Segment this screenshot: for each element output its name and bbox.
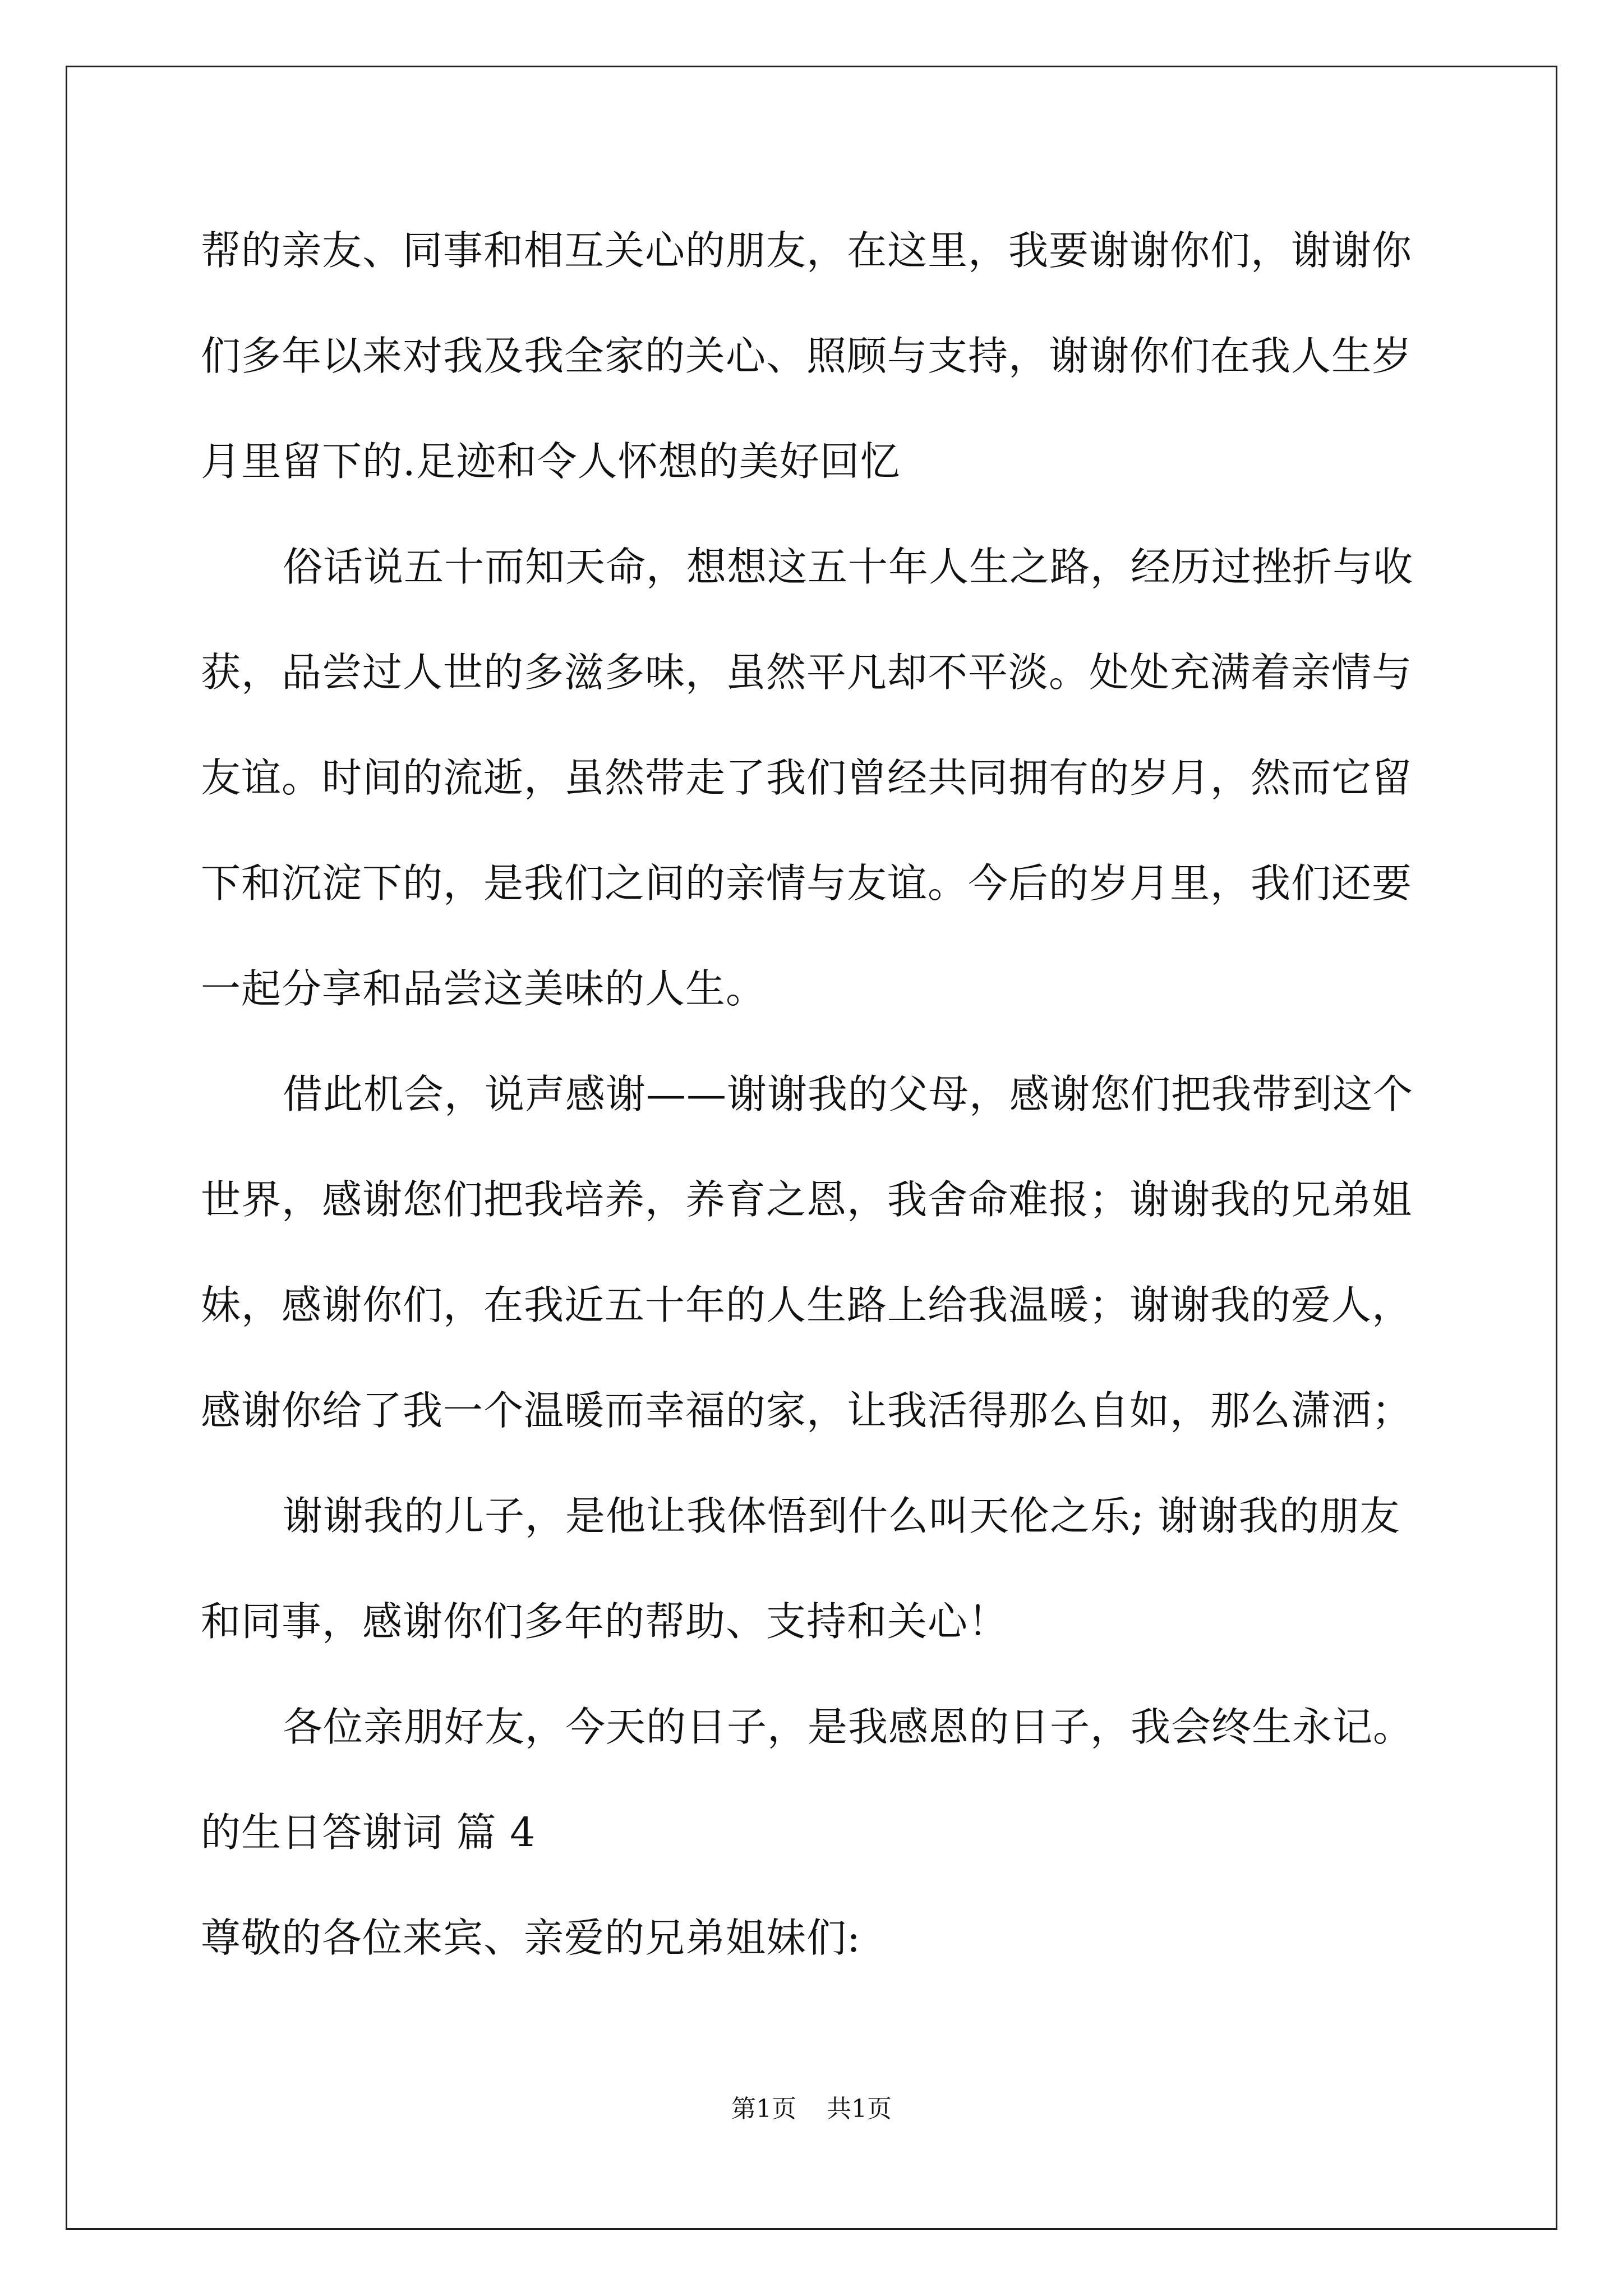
document-body xyxy=(201,216,1435,2009)
text-line: 月里留下的.足迹和令人怀想的美好回忆 xyxy=(201,438,901,485)
text-line: 一起分享和品尝这美味的人生。 xyxy=(201,965,767,1012)
text-line: 世界，感谢您们把我培养，养育之恩，我舍命难报；谢谢我的兄弟姐 xyxy=(201,1176,1413,1223)
text-line: 们多年以来对我及我全家的关心、照顾与支持，谢谢你们在我人生岁 xyxy=(201,333,1413,379)
page-footer xyxy=(0,2092,1623,2126)
text-line: 的生日答谢词 篇 4 xyxy=(201,1809,536,1856)
text-line: 谢谢我的儿子，是他让我体悟到什么叫天伦之乐; 谢谢我的朋友 xyxy=(283,1493,1400,1539)
text-line: 下和沉淀下的，是我们之间的亲情与友谊。今后的岁月里，我们还要 xyxy=(201,860,1413,907)
text-line: 尊敬的各位来宾、亲爱的兄弟姐妹们: xyxy=(201,1915,861,1961)
page-number: 第1页 xyxy=(731,2095,796,2123)
text-line: 和同事，感谢你们多年的帮助、支持和关心！ xyxy=(201,1598,1009,1645)
text-line: 俗话说五十而知天命，想想这五十年人生之路，经历过挫折与收 xyxy=(283,544,1414,590)
text-line: 各位亲朋好友，今天的日子，是我感恩的日子，我会终生永记。 xyxy=(283,1704,1414,1750)
text-line: 妹，感谢你们，在我近五十年的人生路上给我温暖；谢谢我的爱人， xyxy=(201,1282,1413,1328)
text-line: 帮的亲友、同事和相互关心的朋友，在这里，我要谢谢你们，谢谢你 xyxy=(201,227,1413,274)
text-line: 感谢你给了我一个温暖而幸福的家，让我活得那么自如，那么潇洒； xyxy=(201,1387,1413,1434)
text-line: 友谊。时间的流逝，虽然带走了我们曾经共同拥有的岁月，然而它留 xyxy=(201,754,1413,801)
text-line: 获，品尝过人世的多滋多味，虽然平凡却不平淡。处处充满着亲情与 xyxy=(201,649,1413,696)
text-line: 借此机会，说声感谢——谢谢我的父母，感谢您们把我带到这个 xyxy=(283,1071,1414,1117)
page-total: 共1页 xyxy=(827,2095,892,2123)
